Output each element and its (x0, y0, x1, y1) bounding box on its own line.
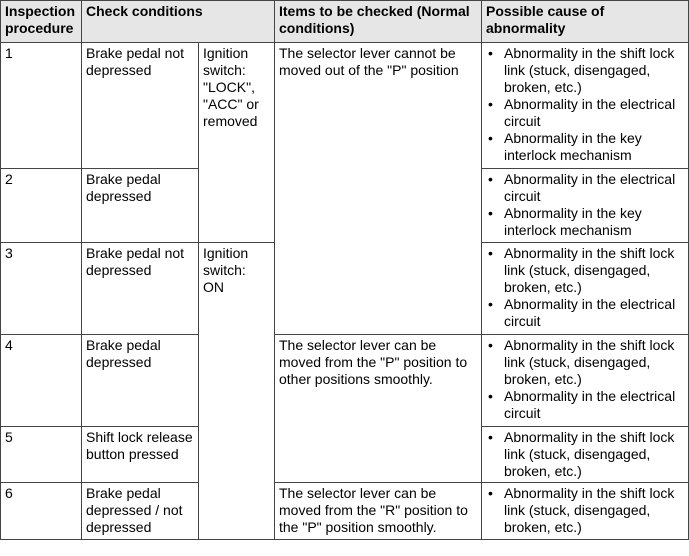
cause-cell (482, 427, 689, 483)
cause-item: • Abnormality in the electrical circuit (486, 96, 684, 130)
cause-list (486, 337, 684, 422)
cause-item: • Abnormality in the electrical circuit (486, 171, 684, 205)
procedure-cell: 4 (1, 335, 82, 427)
condition-cell: Brake pedal not depressed (82, 43, 199, 169)
cause-item: • Abnormality in the key interlock mechanism (486, 130, 684, 164)
cause-item: • Abnormality in the shift lock link (stuck, disengaged, broken, etc.) (486, 45, 684, 96)
header-possible-cause: Possible cause of abnormality (482, 1, 689, 43)
ignition-lock-cell: Ignition switch: "LOCK", "ACC" or removed (199, 43, 275, 243)
condition-cell: Brake pedal depressed / not depressed (82, 483, 199, 540)
procedure-cell: 3 (1, 243, 82, 335)
procedure-cell: 1 (1, 43, 82, 169)
cause-cell (482, 335, 689, 427)
cause-item: • Abnormality in the key interlock mechanism (486, 205, 684, 239)
table-header-row (1, 1, 689, 43)
condition-cell: Brake pedal not depressed (82, 243, 199, 335)
cause-item: • Abnormality in the shift lock link (stuck, disengaged, broken, etc.) (486, 485, 684, 536)
cause-item: • Abnormality in the shift lock link (stuck, disengaged, broken, etc.) (486, 245, 684, 296)
procedure-cell: 2 (1, 169, 82, 243)
items-checked-moves-smoothly-cell: The selector lever can be moved from the "P" position to other positions smoothly. (275, 335, 482, 483)
condition-cell: Shift lock release button pressed (82, 427, 199, 483)
procedure-cell: 6 (1, 483, 82, 540)
cause-list (486, 171, 684, 239)
cause-list (486, 245, 684, 330)
cause-item: • Abnormality in the electrical circuit (486, 388, 684, 422)
procedure-cell: 5 (1, 427, 82, 483)
items-checked-cannot-move-cell: The selector lever cannot be moved out of the "P" position (275, 43, 482, 335)
header-check-conditions: Check conditions (82, 1, 275, 43)
cause-cell (482, 243, 689, 335)
cause-list (486, 485, 684, 536)
cause-item: • Abnormality in the shift lock link (stuck, disengaged, broken, etc.) (486, 337, 684, 388)
table-row (1, 483, 689, 540)
cause-item: • Abnormality in the electrical circuit (486, 296, 684, 330)
cause-cell (482, 43, 689, 169)
cause-item: • Abnormality in the shift lock link (stuck, disengaged, broken, etc.) (486, 429, 684, 480)
table-row (1, 43, 689, 169)
ignition-on-cell: Ignition switch: ON (199, 243, 275, 540)
header-inspection-procedure: Inspection procedure (1, 1, 82, 43)
header-items-to-be-checked: Items to be checked (Normal conditions) (275, 1, 482, 43)
cause-list (486, 45, 684, 164)
cause-list (486, 429, 684, 480)
condition-cell: Brake pedal depressed (82, 169, 199, 243)
cause-cell (482, 169, 689, 243)
cause-cell (482, 483, 689, 540)
table-row (1, 335, 689, 427)
condition-cell: Brake pedal depressed (82, 335, 199, 427)
items-checked-r-to-p-cell: The selector lever can be moved from the "R" position to the "P" position smoothly. (275, 483, 482, 540)
